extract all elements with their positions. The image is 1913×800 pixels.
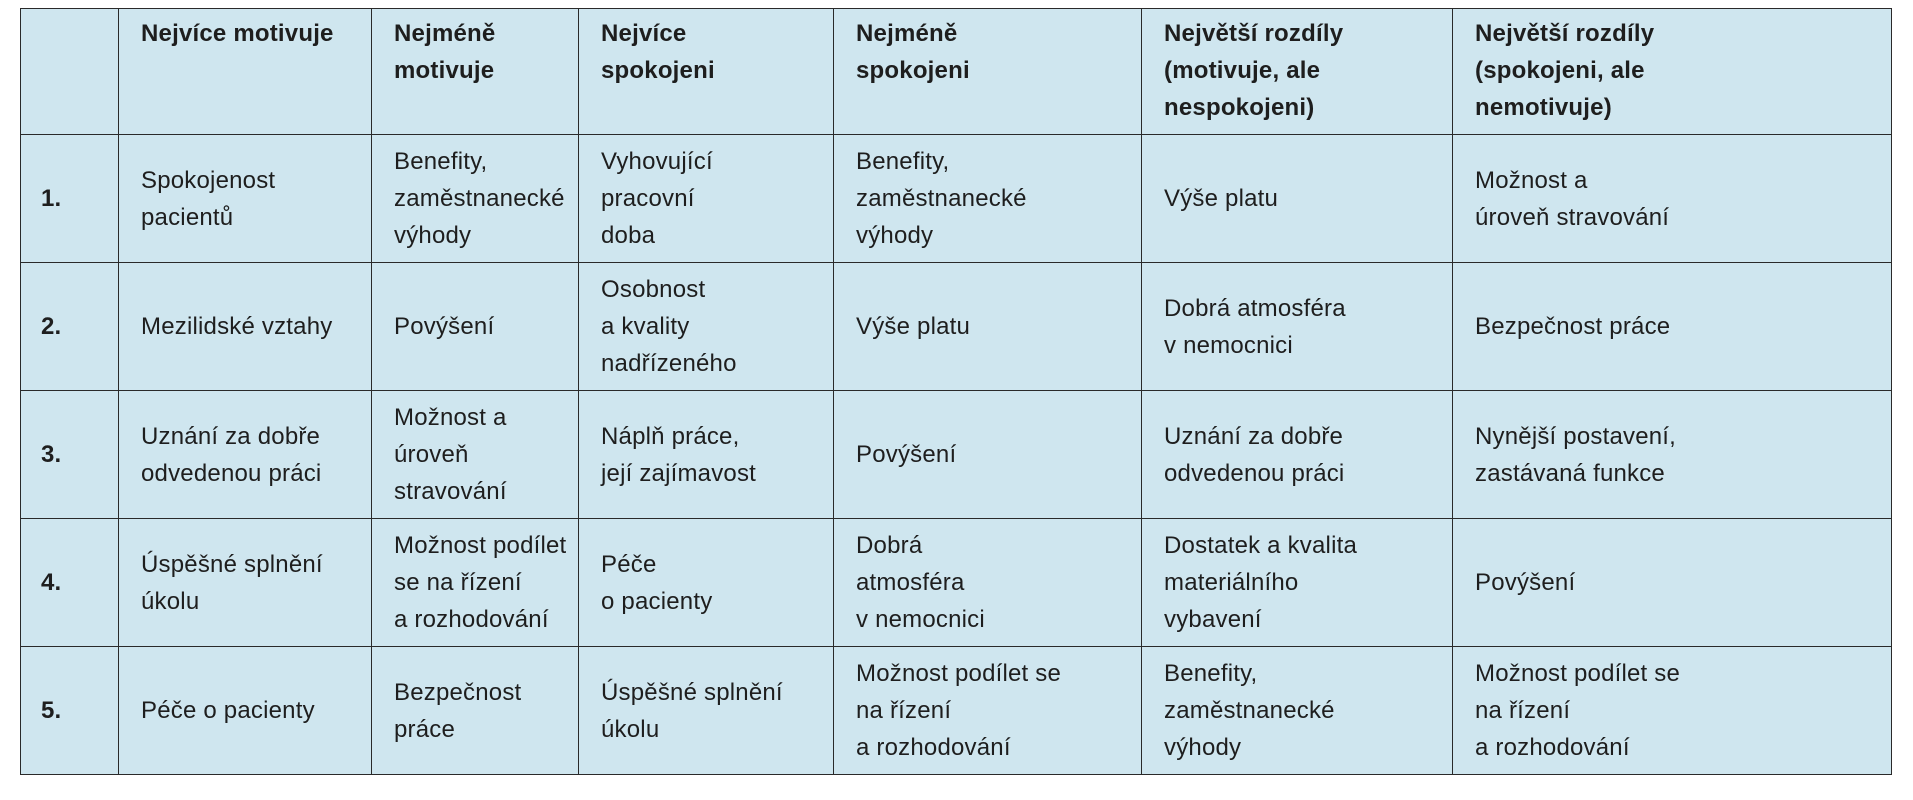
cell-line: a rozhodování xyxy=(394,606,549,633)
table-row xyxy=(21,519,1892,647)
cell-line: Dobrá atmosféra xyxy=(1164,294,1346,322)
table-cell xyxy=(119,391,372,519)
header-row xyxy=(21,9,1892,135)
header-cell: Největší rozdíly (spokojeni, ale nemotivuje) xyxy=(1453,9,1892,135)
table-cell xyxy=(579,135,834,263)
header-cell: Největší rozdíly (motivuje, ale nespokojeni) xyxy=(1142,9,1453,135)
table-cell xyxy=(834,519,1142,647)
cell-line: Bezpečnost xyxy=(394,678,522,706)
cell-line: a rozhodování xyxy=(856,734,1011,761)
rank-cell: 2. xyxy=(21,263,119,391)
cell-line: práce xyxy=(394,715,456,743)
header-cell: Nejméně motivuje xyxy=(372,9,579,135)
header-cell-empty xyxy=(21,9,119,135)
cell-line: v nemocnici xyxy=(1164,331,1293,359)
cell-line: Péče o pacienty xyxy=(141,697,315,724)
cell-line: Mezilidské vztahy xyxy=(141,313,333,340)
header-cell: Nejvíce spokojeni xyxy=(579,9,834,135)
cell-line: Benefity, xyxy=(856,148,950,175)
table-cell xyxy=(579,647,834,775)
table-cell xyxy=(1453,519,1892,647)
cell-line: úkolu xyxy=(601,715,660,743)
table-cell xyxy=(372,391,579,519)
rank-cell: 4. xyxy=(21,519,119,647)
cell-line: vybavení xyxy=(1164,606,1262,633)
cell-line: Vyhovující xyxy=(601,148,713,175)
table-row xyxy=(21,263,1892,391)
rank-cell: 1. xyxy=(21,135,119,263)
cell-line: Povýšení xyxy=(394,313,495,340)
cell-line: zaměstnanecké xyxy=(394,185,565,212)
cell-line: Možnost podílet se xyxy=(1475,660,1681,687)
cell-line: úroveň xyxy=(394,441,469,468)
cell-line: Osobnost xyxy=(601,276,706,303)
table-cell xyxy=(579,263,834,391)
cell-line: Benefity, xyxy=(394,148,488,175)
table-cell xyxy=(1453,135,1892,263)
cell-line: Dostatek a kvalita xyxy=(1164,532,1358,559)
cell-line: doba xyxy=(601,222,656,249)
table-container xyxy=(20,8,1891,775)
motivation-satisfaction-table xyxy=(20,8,1892,775)
table-cell xyxy=(1142,391,1453,519)
cell-line: Bezpečnost práce xyxy=(1475,313,1671,340)
cell-line: Povýšení xyxy=(1475,569,1576,596)
cell-line: Možnost podílet xyxy=(394,532,567,559)
table-cell xyxy=(1453,391,1892,519)
cell-line: pacientů xyxy=(141,203,234,231)
cell-line: Péče xyxy=(601,550,657,578)
table-cell xyxy=(1142,647,1453,775)
table-cell xyxy=(372,263,579,391)
cell-line: Možnost a xyxy=(1475,166,1588,194)
table-cell xyxy=(1453,263,1892,391)
cell-line: Možnost a xyxy=(394,404,507,431)
table-cell xyxy=(1453,647,1892,775)
table-cell xyxy=(579,519,834,647)
table-cell xyxy=(834,647,1142,775)
cell-line: materiálního xyxy=(1164,569,1299,596)
cell-line: Úspěšné splnění xyxy=(601,678,783,706)
cell-line: Výše platu xyxy=(856,313,971,340)
cell-line: Benefity, xyxy=(1164,660,1258,687)
table-row xyxy=(21,391,1892,519)
cell-line: Povýšení xyxy=(856,441,957,468)
table-cell xyxy=(372,519,579,647)
cell-line: nadřízeného xyxy=(601,350,737,377)
table-cell xyxy=(834,263,1142,391)
cell-line: Výše platu xyxy=(1164,185,1279,212)
header-cell: Nejméně spokojeni xyxy=(834,9,1142,135)
table-body xyxy=(21,135,1892,775)
cell-line: odvedenou práci xyxy=(141,459,322,487)
rank-cell: 5. xyxy=(21,647,119,775)
table-cell xyxy=(119,135,372,263)
cell-line: zaměstnanecké xyxy=(1164,697,1335,724)
table-cell xyxy=(834,135,1142,263)
table-cell xyxy=(119,263,372,391)
cell-line: Uznání za dobře xyxy=(141,422,321,450)
table-cell xyxy=(579,391,834,519)
cell-line: odvedenou práci xyxy=(1164,459,1345,487)
cell-line: se na řízení xyxy=(394,569,522,596)
table-cell xyxy=(834,391,1142,519)
cell-line: na řízení xyxy=(1475,697,1571,724)
cell-line: na řízení xyxy=(856,697,952,724)
table-cell xyxy=(1142,135,1453,263)
cell-line: stravování xyxy=(394,478,507,505)
cell-line: Uznání za dobře xyxy=(1164,422,1344,450)
table-row xyxy=(21,135,1892,263)
rank-cell: 3. xyxy=(21,391,119,519)
cell-line: v nemocnici xyxy=(856,606,985,633)
cell-line: Dobrá xyxy=(856,532,923,559)
table-cell xyxy=(1142,263,1453,391)
table-cell xyxy=(119,647,372,775)
table-cell xyxy=(119,519,372,647)
cell-line: její zajímavost xyxy=(601,459,757,487)
cell-line: o pacienty xyxy=(601,587,713,615)
cell-line: výhody xyxy=(394,222,472,249)
cell-line: Náplň práce, xyxy=(601,422,740,450)
cell-line: atmosféra xyxy=(856,569,965,596)
table-cell xyxy=(372,135,579,263)
table-cell xyxy=(1142,519,1453,647)
cell-line: a kvality xyxy=(601,313,690,340)
cell-line: Spokojenost xyxy=(141,166,276,194)
cell-line: výhody xyxy=(856,222,934,249)
cell-line: Úspěšné splnění xyxy=(141,550,323,578)
cell-line: úroveň stravování xyxy=(1475,203,1670,231)
cell-line: pracovní xyxy=(601,185,695,212)
cell-line: zaměstnanecké xyxy=(856,185,1027,212)
cell-line: výhody xyxy=(1164,734,1242,761)
cell-line: Nynější postavení, xyxy=(1475,422,1677,450)
cell-line: a rozhodování xyxy=(1475,734,1630,761)
table-cell xyxy=(372,647,579,775)
cell-line: úkolu xyxy=(141,587,200,615)
header-cell: Nejvíce motivuje xyxy=(119,9,372,135)
cell-line: zastávaná funkce xyxy=(1475,459,1665,487)
table-row xyxy=(21,647,1892,775)
cell-line: Možnost podílet se xyxy=(856,660,1062,687)
